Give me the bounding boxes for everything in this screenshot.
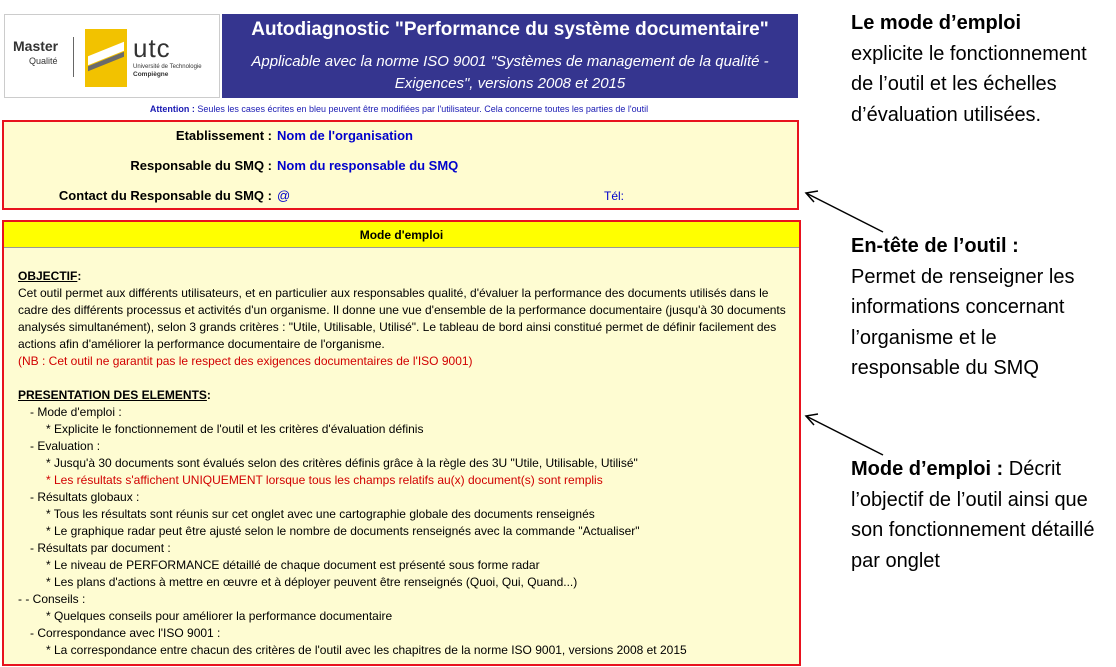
mode-emploi-header: Mode d'emploi: [4, 222, 799, 248]
list-item: - Résultats globaux :: [30, 490, 140, 504]
annotation-3-text: Décrit l’objectif de l’outil ainsi que son fonctionnement détaillé par onglet: [851, 458, 1095, 572]
arrow-to-mode-emploi-icon: [806, 414, 883, 455]
tel-label: Tél:: [604, 189, 625, 203]
logo-master-text: Master: [13, 38, 59, 54]
list-item: * Jusqu'à 30 documents sont évalués selon des critères définis grâce à la règle des 3U "Utile, Utilisable, Utilisé": [46, 456, 638, 470]
attention-label: Attention :: [149, 104, 195, 114]
list-item: - Evaluation :: [30, 439, 101, 453]
list-item: - - Conseils :: [18, 592, 86, 606]
logo-utc-city: Compiègne: [133, 71, 169, 78]
page-title: Autodiagnostic "Performance du système documentaire": [251, 19, 769, 40]
etablissement-label: Etablissement :: [175, 128, 272, 143]
objectif-heading: OBJECTIF: [18, 269, 78, 283]
logo-utc-subtitle: Université de Technologie: [133, 64, 202, 70]
logo-qualite-text: Qualité: [29, 56, 58, 66]
list-item: * Quelques conseils pour améliorer la performance documentaire: [46, 609, 393, 623]
objectif-nb: (NB : Cet outil ne garantit pas le respect des exigences documentaires de l'ISO 9001): [18, 354, 473, 368]
list-item: * Le graphique radar peut être ajusté selon le nombre de documents renseignés avec la commande "Actualiser": [46, 524, 640, 538]
responsable-field[interactable]: Nom du responsable du SMQ: [277, 158, 459, 173]
list-item: * Le niveau de PERFORMANCE détaillé de chaque document est présenté sous forme radar: [46, 558, 540, 572]
etablissement-field[interactable]: Nom de l'organisation: [277, 128, 413, 143]
presentation-heading: PRESENTATION DES ELEMENTS: [18, 388, 207, 402]
list-item: * La correspondance entre chacun des critères de l'outil avec les chapitres de la norme ISO 9001, versions 2008 et 2015: [46, 643, 687, 657]
attention-text: Seules les cases écrites en bleu peuvent être modifiées par l'utilisateur. Cela concerne toutes les parties de l'outil: [197, 104, 649, 114]
list-item: * Tous les résultats sont réunis sur cet onglet avec une cartographie globale des documents renseignés: [46, 507, 595, 521]
annotation-2-title: En-tête de l’outil :: [851, 235, 1019, 257]
list-item: * Les plans d'actions à mettre en œuvre et à déployer peuvent être renseignés (Quoi, Qui, Quand...): [46, 575, 578, 589]
responsable-label: Responsable du SMQ :: [130, 158, 272, 173]
presentation-colon: :: [206, 388, 211, 402]
objectif-text: Cet outil permet aux différents utilisateurs, et en particulier aux responsables qualité, d'évaluer la performance des documents utilisés dans le cadre des différents processus et activités d'un organisme. Il donne une vue d'ensemble de la performance documentaire (jusqu'à 30 documents analysés simultanément), selon 3 grands critères : "Utile, Utilisable, Utilisé". Le tableau de bord ainsi constitué permet de définir facilement des actions afin d'améliorer la performance documentaire de l'organisme.: [18, 286, 786, 351]
arrow-to-entete-icon: [806, 191, 883, 232]
list-item: * Explicite le fonctionnement de l'outil et les critères d'évaluation définis: [46, 422, 424, 436]
contact-label: Contact du Responsable du SMQ :: [58, 188, 272, 203]
list-item: - Mode d'emploi :: [30, 405, 122, 419]
annotation-3-title: Mode d’emploi :: [851, 458, 1004, 480]
objectif-colon: :: [77, 269, 82, 283]
page-subtitle: Applicable avec la norme ISO 9001 "Systèmes de management de la qualité - Exigences", versions 2008 et 2015: [251, 53, 769, 92]
annotation-1-text: explicite le fonctionnement de l’outil et les échelles d’évaluation utilisées.: [851, 42, 1087, 126]
list-item: * Les résultats s'affichent UNIQUEMENT lorsque tous les champs relatifs au(x) document(s) sont remplis: [46, 473, 603, 487]
annotation-2-text: Permet de renseigner les informations concernant l’organisme et le responsable du SMQ: [851, 265, 1075, 379]
list-item: - Résultats par document :: [30, 541, 171, 555]
contact-email-field[interactable]: @: [277, 188, 291, 203]
logo-utc-text: utc: [133, 33, 171, 63]
annotation-1-title: Le mode d’emploi: [851, 12, 1022, 34]
list-item: - Correspondance avec l'ISO 9001 :: [30, 626, 221, 640]
